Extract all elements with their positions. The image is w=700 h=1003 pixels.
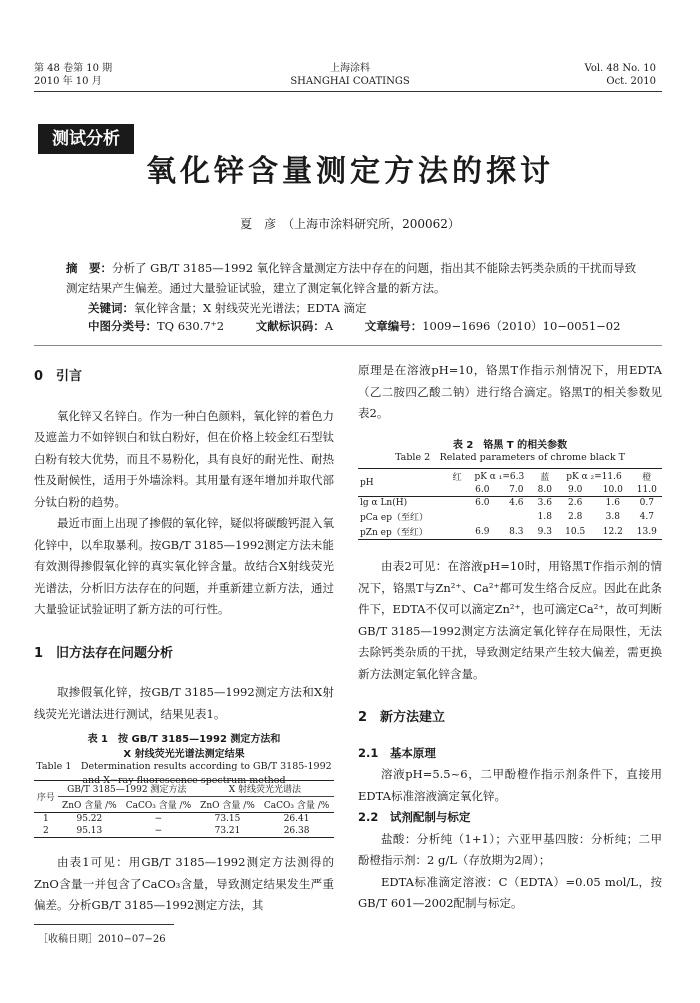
header-rule (34, 91, 662, 92)
right-column-top (358, 360, 662, 425)
doccode-value: A (324, 319, 334, 333)
table2-ph-value: 11.0 (636, 485, 657, 495)
table-cell: 4.6 (509, 498, 524, 508)
table2-header-ph: pH (358, 469, 449, 497)
table-cell: 6.0 (475, 498, 490, 508)
table1-caption-en1: Table 1 Determination results according to GB/T 3185-1992 (36, 761, 332, 772)
table-cell: 1 (42, 814, 49, 824)
table-cell: 0.7 (639, 498, 654, 508)
table1-header-zno-xrf: ZnO 含量 /% (200, 801, 255, 811)
classification-line (88, 318, 648, 334)
abstract-rule (34, 345, 662, 346)
section-2-1-heading: 2.1 基本原理 (358, 745, 436, 760)
table2-row-label: lg α Ln(H) (360, 498, 408, 508)
table2-caption-cn: 表 2 铬黑 T 的相关参数 (452, 440, 568, 451)
table1-header-caco3-xrf: CaCO₃ 含量 /% (263, 801, 330, 811)
journal-volume (34, 62, 112, 88)
volume-issue: 第 48 卷第 10 期 (34, 63, 113, 74)
table-cell: 2.6 (568, 498, 583, 508)
table-cell: 2 (42, 826, 49, 836)
table-cell: 2.8 (568, 511, 583, 522)
section-tag: 测试分析 (38, 124, 134, 154)
basic-principle-paragraph: 溶液pH=5.5~6，二甲酚橙作指示剂条件下，直接用EDTA标准溶液滴定氧化锌。 (358, 767, 662, 803)
table2-header-pk2: pK α ₂=11.6 (566, 471, 622, 482)
abstract-label: 摘 要： (66, 261, 112, 275)
table-cell (465, 509, 499, 524)
table-cell: 95.13 (76, 826, 103, 836)
section-2-heading: 2 新方法建立 (358, 710, 446, 725)
table-cell: 13.9 (636, 526, 657, 537)
clc-value: TQ 630.7⁺2 (157, 319, 225, 333)
table2-ph-value: 9.0 (568, 485, 583, 495)
table1-caption-cn1: 表 1 按 GB/T 3185—1992 测定方法和 (87, 734, 281, 745)
keywords: 氧化锌含量；X 射线荧光光谱法；EDTA 滴定 (134, 301, 367, 315)
author-line: 夏 彦 （上海市涂料研究所，200062） (240, 217, 460, 231)
table2-ph-value: 10.0 (602, 485, 623, 495)
section-1-heading: 1 旧方法存在问题分析 (34, 645, 174, 661)
table2-header-red: 红 (452, 473, 462, 483)
table1-caption-cn2: X 射线荧光光谱法测定结果 (123, 749, 245, 760)
table2-ph-value: 7.0 (509, 485, 524, 495)
section-2-2-heading: 2.2 试剂配制与标定 (358, 810, 471, 824)
table-cell: 73.15 (214, 814, 241, 824)
table-cell: 4.7 (639, 511, 654, 522)
table1-caption-en2: and X−ray fluorescence spectrum method (82, 775, 286, 786)
journal-name-en: SHANGHAI COATINGS (290, 76, 410, 87)
table-row (358, 509, 662, 524)
section-0-heading: 0 引言 (34, 369, 83, 384)
right-column-main (358, 556, 662, 915)
abstract-text: 分析了 GB/T 3185—1992 氧化锌含量测定方法中存在的问题，指出其不能除去钙类杂质的干扰而导致测定结果产生偏差。通过大量验证试验，建立了测定氧化锌含量的新方法。 (66, 261, 637, 295)
table1-header-xrf: X 射线荧光光谱法 (196, 781, 334, 797)
abstract (66, 258, 640, 318)
table2-row-label: pZn ep（至红） (360, 528, 428, 538)
edta-paragraph: EDTA标准滴定溶液：C（EDTA）=0.05 mol/L，按GB/T 601—2002配制与标定。 (358, 874, 662, 910)
table2-header-orange: 橙 (642, 473, 652, 483)
doccode-label: 文献标识码： (255, 319, 325, 333)
table-cell: 1.6 (605, 498, 620, 508)
reagents-paragraph: 盐酸：分析纯（1+1）；六亚甲基四胺：分析纯；二甲酚橙指示剂：2 g/L（存放期为2周）； (358, 831, 662, 867)
table-row (34, 825, 334, 838)
table1-header-zno: ZnO 含量 /% (62, 801, 117, 811)
journal-volume-en (585, 62, 656, 88)
journal-name-cn: 上海涂料 (330, 63, 370, 74)
received-date: ［收稿日期］2010−07−26 (38, 934, 166, 945)
table-cell: 1.8 (537, 511, 552, 522)
left-column-bottom (34, 852, 334, 917)
table2-header-pk1: pK α ₁=6.3 (474, 471, 525, 482)
table1-header-gb: GB/T 3185—1992 测定方法 (58, 781, 196, 797)
table-cell: − (154, 814, 163, 824)
principle-paragraph: 原理是在溶液pH=10，铬黑T作指示剂情况下，用EDTA（乙二胺四乙酸二钠）进行络合滴定。铬黑T的相关参数见表2。 (358, 363, 662, 420)
volume-issue-en: Vol. 48 No. 10 (584, 63, 656, 74)
table-cell: − (154, 826, 163, 836)
clc-label: 中图分类号： (88, 319, 157, 333)
table-1 (34, 780, 334, 838)
table-cell: 26.38 (283, 826, 310, 836)
table-cell: 6.9 (475, 526, 490, 537)
section-1-paragraph-1: 取掺假氧化锌，按GB/T 3185—1992测定方法和X射线荧光光谱法进行测试，结果见表1。 (34, 685, 334, 721)
table-2 (358, 468, 662, 540)
journal-name (250, 62, 450, 88)
table2-caption (358, 436, 662, 465)
table2-discussion-paragraph: 由表2可见：在溶液pH=10时，用铬黑T作指示剂的情况下，铬黑T与Zn²⁺、Ca²⁺都可发生络合反应。因此在此条件下，EDTA不仅可以滴定Zn²⁺，也可滴定Ca²⁺，故可判断GB/T 3185—1992测定方法滴定氧化锌存在局限性，无法去除钙类杂质的干扰，导致测定结果产生较大偏差，需更换新方法测定氧化锌含量。 (358, 559, 662, 681)
table-cell: 9.3 (537, 526, 552, 537)
table2-row-label: pCa ep（至红） (360, 513, 428, 523)
publish-date-cn: 2010 年 10 月 (34, 76, 102, 87)
table-cell (499, 509, 533, 524)
articleno-value: 1009−1696（2010）10−0051−02 (422, 319, 621, 333)
articleno-label: 文章编号： (364, 319, 423, 333)
table2-header-blue: 蓝 (540, 473, 550, 483)
table2-caption-en: Table 2 Related parameters of chrome black T (395, 452, 625, 463)
table2-ph-value: 8.0 (537, 485, 552, 495)
table-cell: 73.21 (214, 826, 241, 836)
table-row (358, 497, 662, 510)
table-cell: 8.3 (509, 526, 524, 537)
publish-date-en: Oct. 2010 (606, 76, 656, 87)
table2-ph-value: 6.0 (475, 485, 490, 495)
table-cell: 26.41 (283, 814, 310, 824)
keywords-label: 关键词： (88, 301, 134, 315)
footnote-rule (34, 924, 174, 925)
table-cell: 3.6 (537, 498, 552, 508)
intro-paragraph-1: 氧化锌又名锌白。作为一种白色颜料，氧化锌的着色力及遮盖力不如锌钡白和钛白粉好，但在价格上较金红石型钛白粉有较大优势，而且不易粉化，具有良好的耐光性、耐热性及耐候性，适用于外墙涂料。其用量有逐年增加并取代部分钛白粉的趋势。 (34, 408, 334, 509)
table-cell: 3.8 (605, 511, 620, 522)
table-row (358, 524, 662, 540)
section-1-paragraph-2: 由表1可见：用GB/T 3185—1992测定方法测得的ZnO含量一并包含了CaCO₃含量，导致测定结果发生严重偏差。分析GB/T 3185—1992测定方法，其 (34, 855, 334, 912)
table1-header-no: 序号 (34, 781, 58, 813)
intro-paragraph-2: 最近市面上出现了掺假的氧化锌，疑似将碳酸钙混入氧化锌中，以牟取暴利。按GB/T 3185—1992测定方法未能有效测得掺假氧化锌的真实氧化锌含量。故结合X射线荧光光谱法，分析旧方法存在的问题，并重新建立新方法，通过大量验证试验证明了新方法的可行性。 (34, 516, 334, 616)
table-cell: 95.22 (76, 814, 103, 824)
table1-header-caco3: CaCO₃ 含量 /% (125, 801, 192, 811)
table-row (34, 813, 334, 826)
article-title: 氧化锌含量测定方法的探讨 (146, 154, 554, 189)
table-cell: 12.2 (602, 526, 623, 537)
left-column (34, 366, 334, 725)
table-cell: 10.5 (565, 526, 586, 537)
